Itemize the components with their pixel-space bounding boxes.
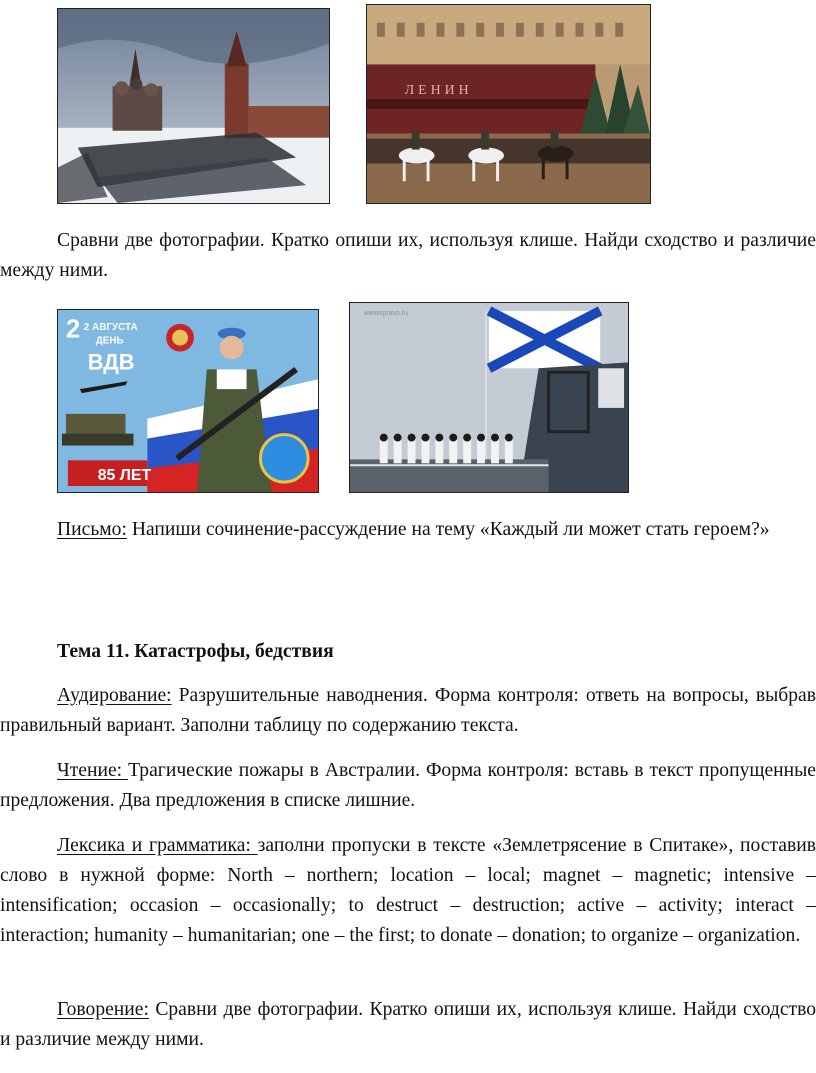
watermark: wwwvpravo.ru [363,309,408,317]
task-grammar [0,831,816,951]
vdv-line1: 2 АВГУСТА [83,321,138,333]
task-compare-photos: Сравни две фотографии. Кратко опиши их, используя клише. Найди сходство и различие между ними. [0,230,816,281]
letter-label: Письмо: [57,519,127,540]
task-speaking [0,995,816,1055]
task-letter [0,515,816,545]
letter-text: Напиши сочинение-рассуждение на тему «Каждый ли может стать героем?» [126,519,770,540]
task-listening [0,681,816,741]
vdv-date-number: 2 [65,315,81,344]
reading-label: Чтение: [57,760,129,781]
vdv-line2: ДЕНЬ [95,335,124,347]
vdv-line3: ВДВ [87,349,135,375]
speaking-text: Сравни две фотографии. Кратко опиши их, используя клише. Найди сходство и различие между ними. [0,999,816,1050]
photo-vdv-poster [57,309,319,493]
speaking-label: Говорение: [57,999,149,1020]
photo-winter-parade [57,8,330,204]
task-reading [0,756,816,816]
photo-navy-ship [349,302,629,493]
mausoleum-text: ЛЕНИН [404,83,473,99]
photo-mausoleum-parade [366,4,651,204]
topic-title: Тема 11. Катастрофы, бедствия [57,641,334,662]
listening-label: Аудирование: [57,685,172,706]
listening-text: Разрушительные наводнения. Форма контроля: ответь на вопросы, выбрав правильный вариант. Заполни таблицу по содержанию текста. [0,685,816,736]
reading-text: Трагические пожары в Австралии. Форма контроля: вставь в текст пропущенные предложения. Два предложения в списке лишние. [0,760,816,811]
grammar-text: заполни пропуски в тексте «Землетрясение в Спитаке», поставив слово в нужной форме: North – northern; location – local; magnet – magnetic; intensive – intensification; occasion – occasionally; to destruct – destruction; active – activity; interact – interaction; humanity – humanitarian; one – the first; to donate – donation; to organize – organization. [0,835,816,946]
vdv-badge: 85 ЛЕТ [97,467,152,485]
grammar-label: Лексика и грамматика: [57,835,258,856]
